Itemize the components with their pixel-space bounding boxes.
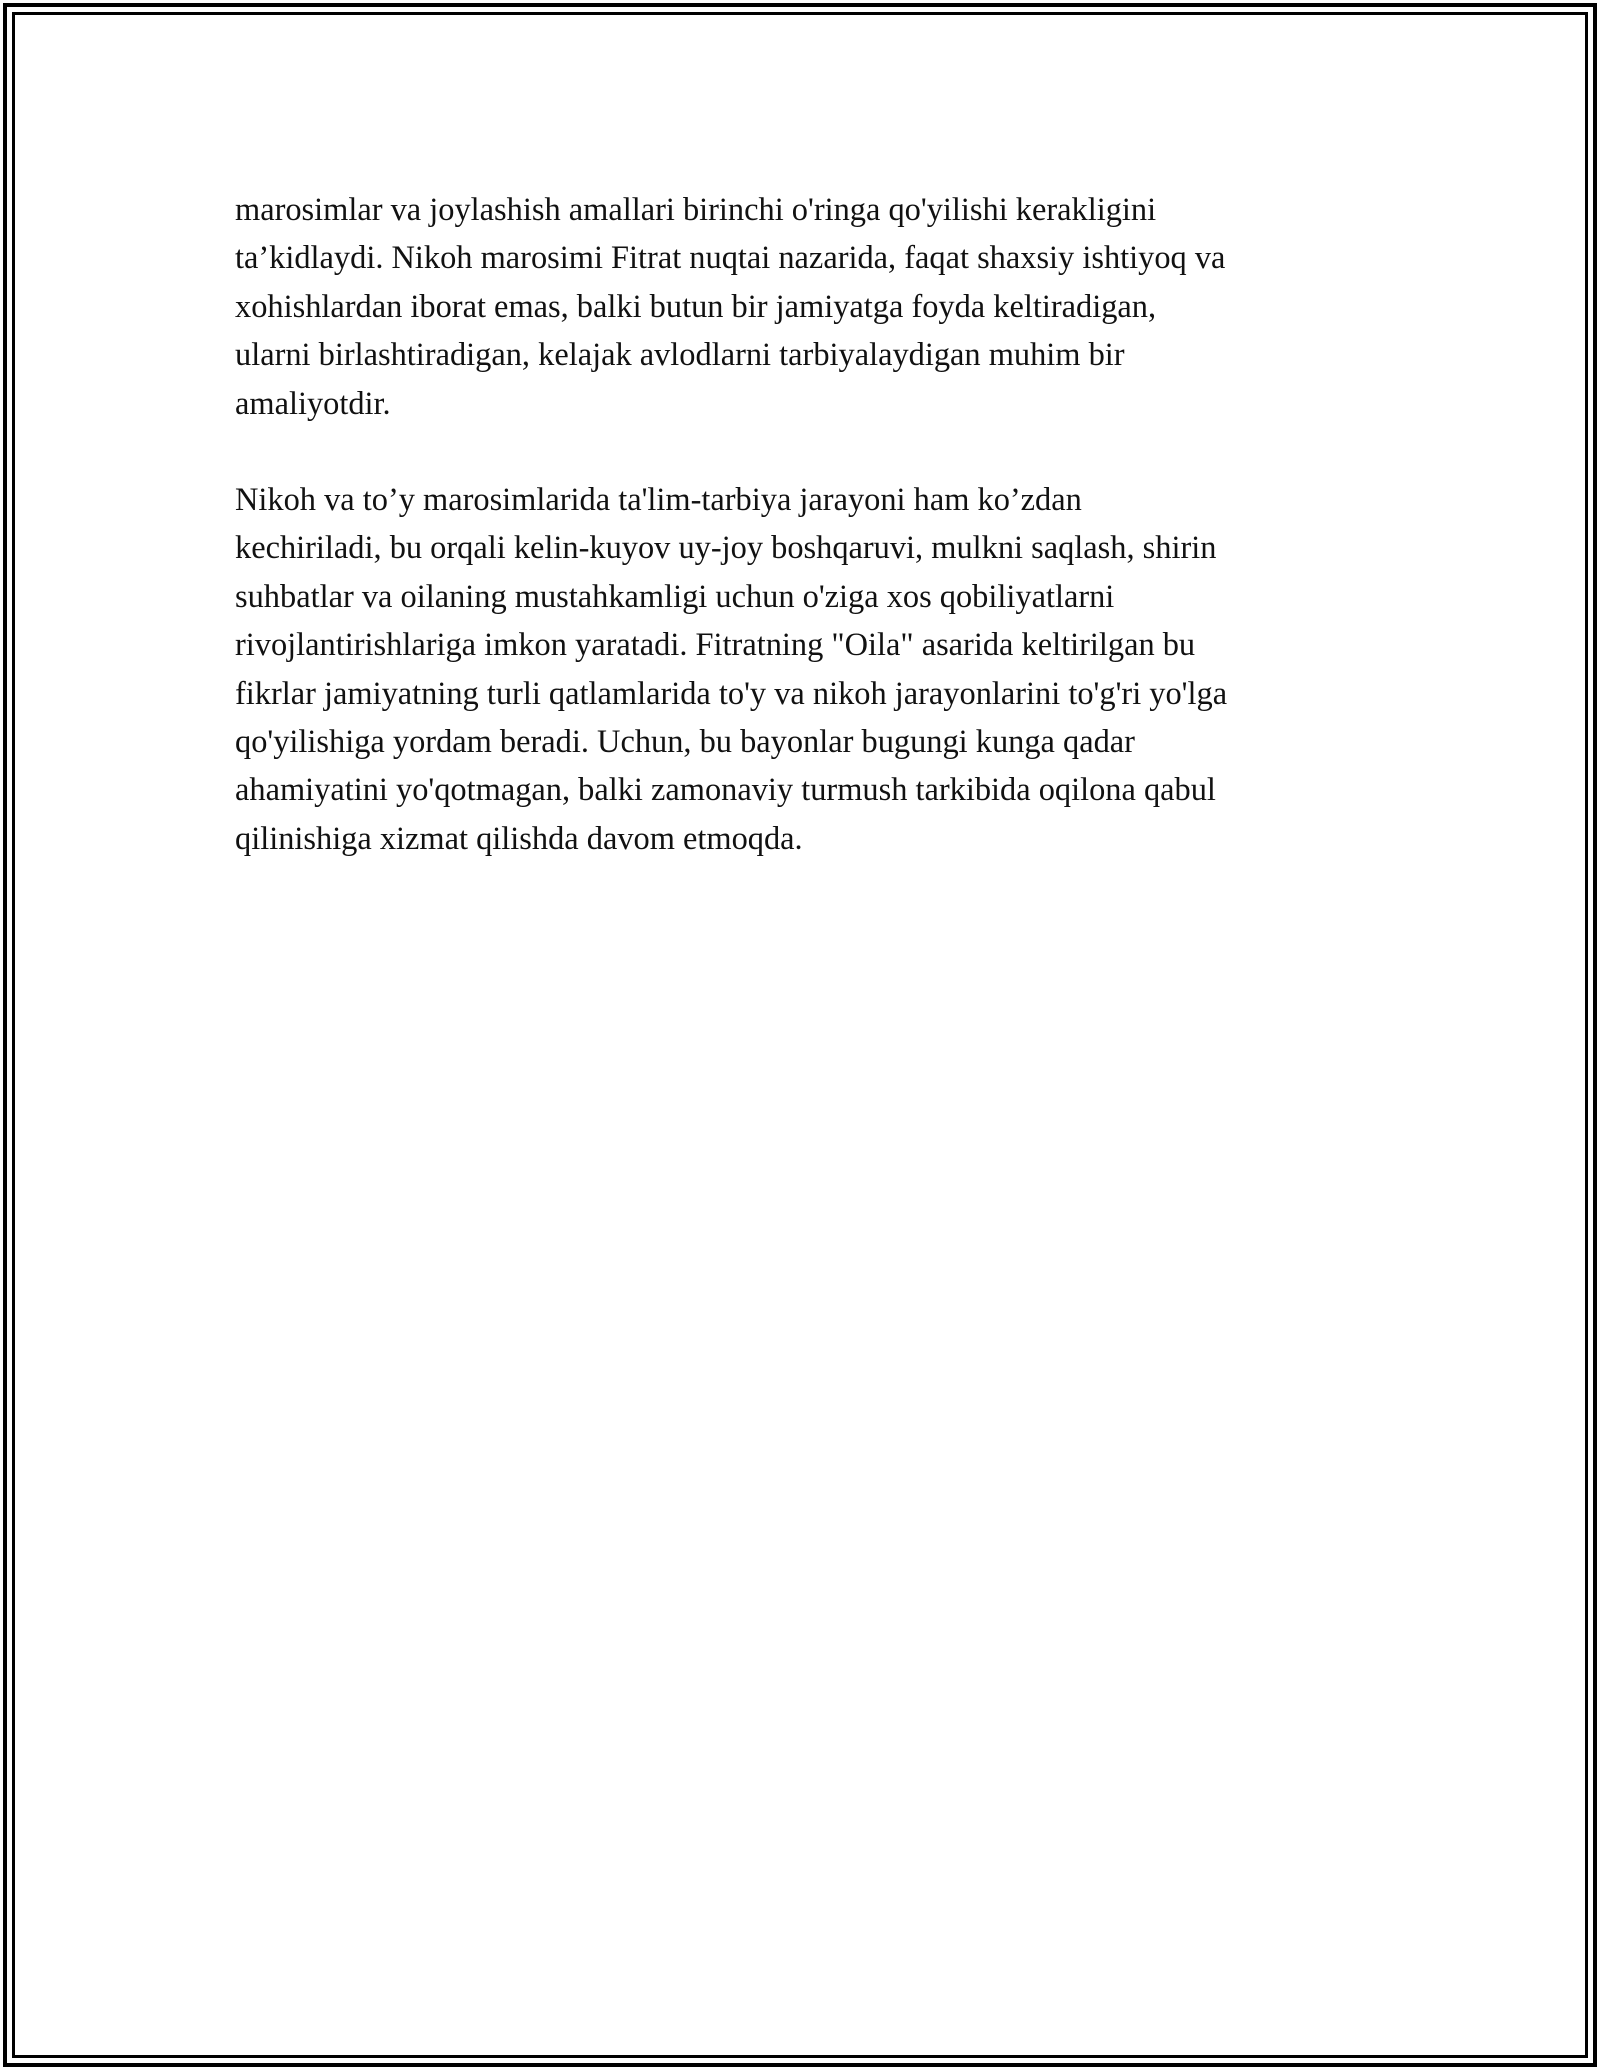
- document-body: [235, 186, 1370, 911]
- text-line: rivojlantirishlariga imkon yaratadi. Fitratning "Oila" asarida keltirilgan bu: [235, 627, 1196, 664]
- paragraph-1: [235, 186, 1370, 428]
- text-line: qilinishiga xizmat qilishda davom etmoqda.: [235, 820, 803, 857]
- text-line: qo'yilishiga yordam beradi. Uchun, bu bayonlar bugungi kunga qadar: [235, 724, 1135, 761]
- text-line: fikrlar jamiyatning turli qatlamlarida to'y va nikoh jarayonlarini to'g'ri yo'lga: [235, 675, 1228, 712]
- text-line: marosimlar va joylashish amallari birinchi o'ringa qo'yilishi kerakligini: [235, 192, 1157, 228]
- text-line: suhbatlar va oilaning mustahkamligi uchun o'ziga xos qobiliyatlarni: [235, 578, 1115, 615]
- text-line: amaliyotdir.: [235, 385, 391, 422]
- text-line: ahamiyatini yo'qotmagan, balki zamonaviy turmush tarkibida oqilona qabul: [235, 772, 1216, 809]
- text-line: Nikoh va to’y marosimlarida ta'lim-tarbiya jarayoni ham ko’zdan: [235, 482, 1082, 519]
- text-line: kechiriladi, bu orqali kelin-kuyov uy-joy boshqaruvi, mulkni saqlash, shirin: [235, 530, 1217, 567]
- text-line: ularni birlashtiradigan, kelajak avlodlarni tarbiyalaydigan muhim bir: [235, 337, 1125, 374]
- paragraph-2: [235, 476, 1370, 863]
- text-line: ta’kidlaydi. Nikoh marosimi Fitrat nuqtai nazarida, faqat shaxsiy ishtiyoq va: [235, 240, 1226, 277]
- text-line: xohishlardan iborat emas, balki butun bir jamiyatga foyda keltiradigan,: [235, 288, 1157, 325]
